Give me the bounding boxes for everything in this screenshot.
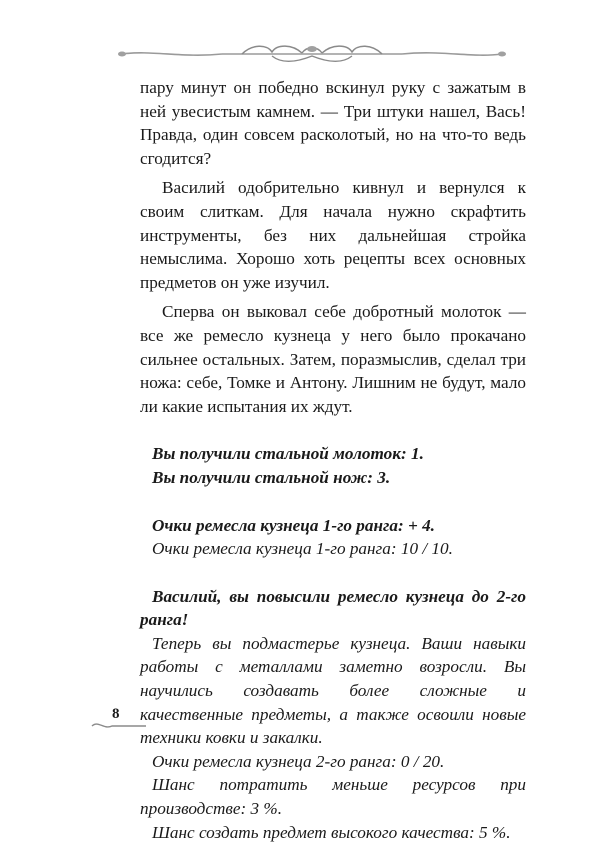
- narrative-paragraph: пару минут он победно вскинул руку с зажатым в ней увесистым камнем. — Три штуки нашел, Вась! Правда, один совсем расколотый, но на что-то ведь сгодится?: [140, 78, 526, 168]
- page-number: 8: [112, 706, 120, 722]
- system-message-points-rank2: Очки ремесла кузнеца 2-го ранга: 0 / 20.: [152, 751, 445, 771]
- system-message-rank-up: Василий, вы повысили ремесло кузнеца до 2-го ранга!: [140, 586, 526, 630]
- system-message-chance-resources: Шанс потратить меньше ресурсов при производстве: 3 %.: [140, 775, 526, 819]
- footer-ornament: [88, 718, 148, 732]
- narrative-paragraph: Василий одобрительно кивнул и вернулся к своим слиткам. Для начала нужно скрафтить инструменты, без них дальнейшая стройка немыслима. Хорошо хоть рецепты всех основных предметов он уже изучил.: [140, 178, 526, 292]
- system-message-points-gain: Очки ремесла кузнеца 1-го ранга: + 4.: [152, 515, 435, 535]
- narrative-paragraph: Сперва он выковал себе добротный молоток — все же ремесло кузнеца у него было прокачано сильнее остальных. Затем, поразмыслив, сделал три ножа: себе, Томке и Антону. Лишним не будут, мало ли какие испытания их ждут.: [140, 302, 526, 416]
- system-message-points-rank1: Очки ремесла кузнеца 1-го ранга: 10 / 10.: [152, 539, 453, 559]
- system-message-knife: Вы получили стальной нож: 3.: [152, 467, 391, 487]
- system-message-apprentice: Теперь вы подмастерье кузнеца. Ваши навыки работы с металлами заметно возросли. Вы научились создавать более сложные и качественные предметы, а также освоили новые техники ковки и закалки.: [140, 633, 526, 748]
- system-message-chance-quality: Шанс создать предмет высокого качества: 5 %.: [152, 822, 511, 842]
- page-content: [140, 76, 526, 844]
- system-message-hammer: Вы получили стальной молоток: 1.: [152, 444, 424, 464]
- header-ornament: [112, 40, 512, 68]
